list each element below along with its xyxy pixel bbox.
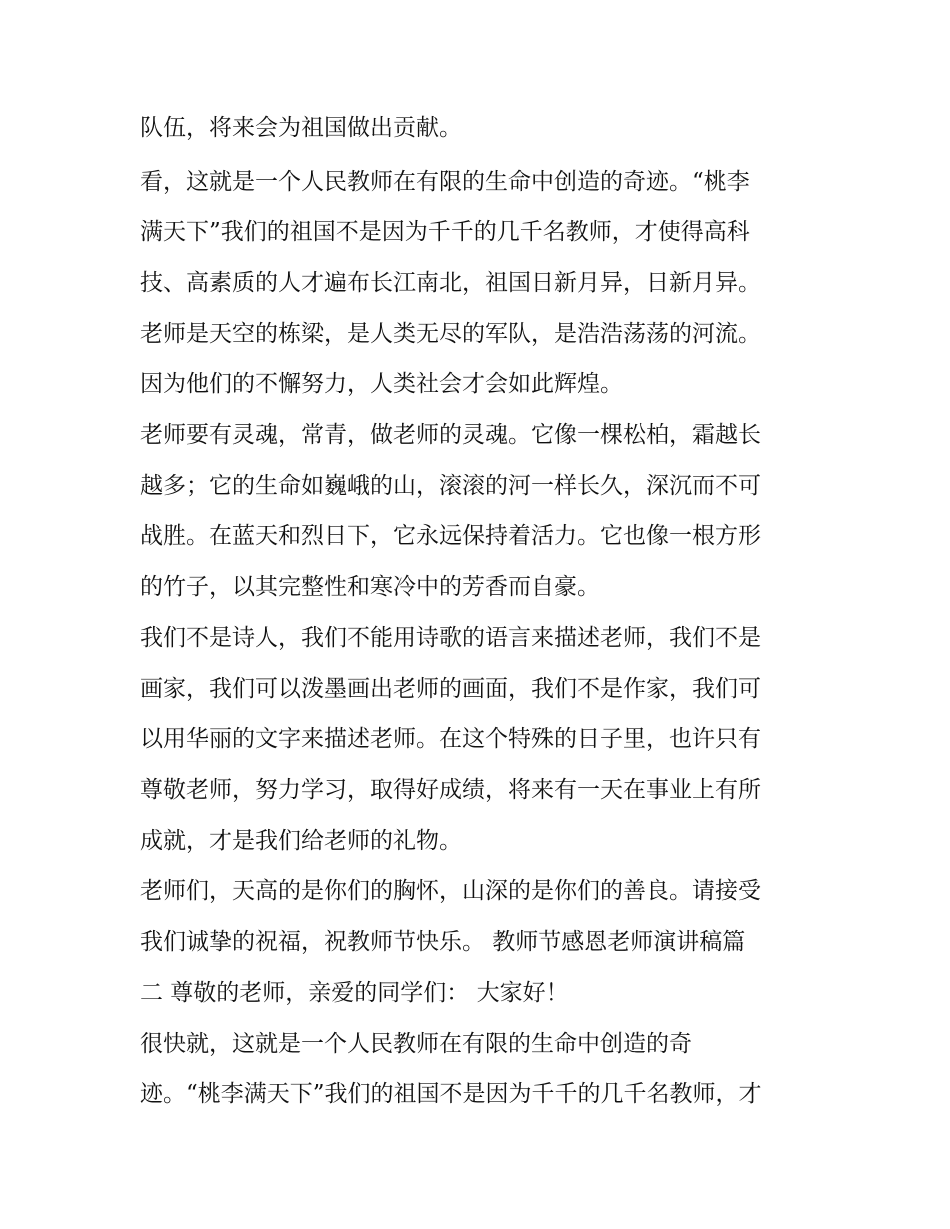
text-line-18: 二 尊敬的老师，亲爱的同学们： 大家好！ xyxy=(140,980,569,1006)
text-line-4: 技、高素质的人才遍布长江南北，祖国日新月异，日新月异。 xyxy=(140,270,761,296)
text-line-7: 老师要有灵魂，常青，做老师的灵魂。它像一棵松柏，霜越长 xyxy=(140,422,761,448)
text-line-12: 画家，我们可以泼墨画出老师的画面，我们不是作家，我们可 xyxy=(140,676,761,702)
text-line-6: 因为他们的不懈努力，人类社会才会如此辉煌。 xyxy=(140,371,623,397)
text-line-1: 队伍，将来会为祖国做出贡献。 xyxy=(140,115,462,141)
text-line-3: 满天下”我们的祖国不是因为千千的几千名教师，才使得高科 xyxy=(140,219,750,245)
text-line-19: 很快就，这就是一个人民教师在有限的生命中创造的奇 xyxy=(140,1031,692,1057)
text-line-20: 迹。“桃李满天下”我们的祖国不是因为千千的几千名教师，才 xyxy=(140,1081,762,1107)
text-line-14: 尊敬老师，努力学习，取得好成绩，将来有一天在事业上有所 xyxy=(140,777,761,803)
text-line-15: 成就，才是我们给老师的礼物。 xyxy=(140,828,462,854)
text-line-5: 老师是天空的栋梁，是人类无尽的军队，是浩浩荡荡的河流。 xyxy=(140,321,761,347)
text-line-10: 的竹子，以其完整性和寒冷中的芳香而自豪。 xyxy=(140,574,600,600)
text-line-11: 我们不是诗人，我们不能用诗歌的语言来描述老师，我们不是 xyxy=(140,625,761,651)
text-line-16: 老师们，天高的是你们的胸怀，山深的是你们的善良。请接受 xyxy=(140,878,761,904)
text-line-17: 我们诚挚的祝福，祝教师节快乐。 教师节感恩老师演讲稿篇 xyxy=(140,929,746,955)
text-line-8: 越多；它的生命如巍峨的山，滚滚的河一样长久，深沉而不可 xyxy=(140,473,761,499)
text-line-9: 战胜。在蓝天和烈日下，它永远保持着活力。它也像一根方形 xyxy=(140,523,761,549)
text-line-13: 以用华丽的文字来描述老师。在这个特殊的日子里，也许只有 xyxy=(140,726,761,752)
text-line-2: 看，这就是一个人民教师在有限的生命中创造的奇迹。“桃李 xyxy=(140,169,750,195)
